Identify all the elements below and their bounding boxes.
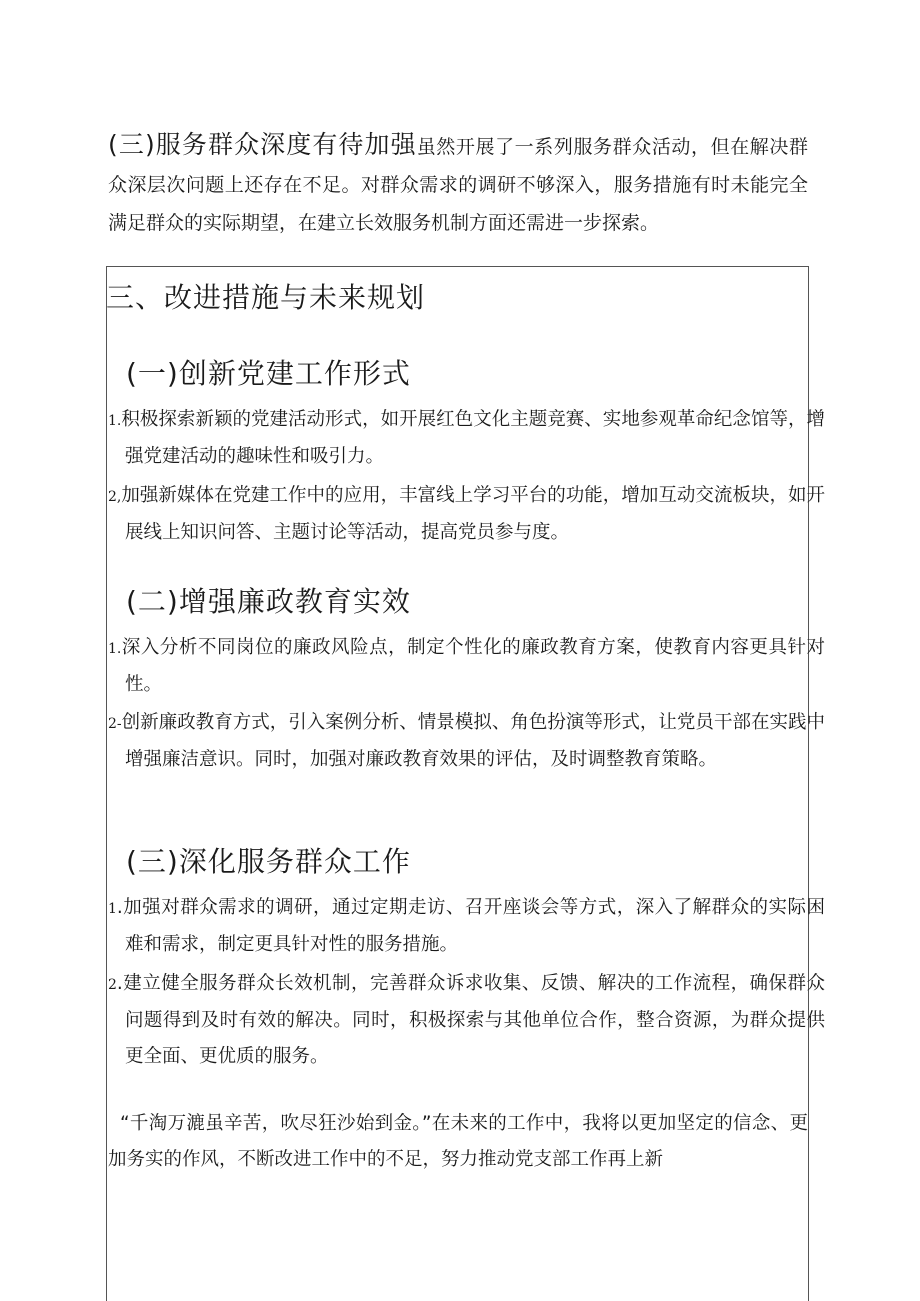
list-item-number: 1.: [108, 641, 122, 657]
list-item: [108, 402, 825, 475]
list-item-text: 积极探索新颖的党建活动形式，如开展红色文化主题竞赛、实地参观革命纪念馆等，增强党建活动的趣味性和吸引力。: [121, 409, 825, 467]
list-item-text: 深入分析不同岗位的廉政风险点，制定个性化的廉政教育方案，使教育内容更具针对性。: [121, 637, 825, 695]
list-item-number: 2-: [108, 716, 122, 732]
list-item-number: 2,: [108, 489, 122, 505]
subsection-title-2: (二)增强廉政教育实效: [126, 585, 411, 618]
list-item-number: 1: [108, 901, 117, 917]
list-item-text: .建立健全服务群众长效机制，完善群众诉求收集、反馈、解决的工作流程，确保群众问题得到及时有效的解决。同时，积极探索与其他单位合作，整合资源，为群众提供更全面、更优质的服务。: [116, 973, 825, 1067]
closing-paragraph: “千淘万漉虽辛苦，吹尽狂沙始到金。”在未来的工作中，我将以更加坚定的信念、更加务实的作风，不断改进工作中的不足，努力推动党支部工作再上新: [108, 1113, 808, 1170]
subsection-title-3: (三)深化服务群众工作: [126, 845, 411, 878]
list-item-number: 1.: [108, 413, 122, 429]
list-item: [108, 478, 825, 551]
intro-text: 虽然开展了一系列服务群众活动，但在解决群众深层次问题上还存在不足。对群众需求的调研不够深入，服务措施有时未能完全满足群众的实际期望，在建立长效服务机制方面还需进一步探索。: [108, 136, 808, 234]
list-item: [108, 630, 825, 703]
list-item-text: .加强对群众需求的调研，通过定期走访、召开座谈会等方式，深入了解群众的实际困难和需求，制定更具针对性的服务措施。: [116, 897, 825, 955]
list-item-text: 加强新媒体在党建工作中的应用，丰富线上学习平台的功能，增加互动交流板块，如开展线上知识问答、主题讨论等活动，提高党员参与度。: [121, 485, 825, 543]
section-title: 三、改进措施与未来规划: [106, 281, 426, 314]
list-item: [108, 705, 825, 778]
intro-heading: (三)服务群众深度有待加强: [108, 130, 417, 159]
intro-paragraph: [108, 126, 808, 242]
subsection-title-1: (一)创新党建工作形式: [126, 357, 411, 390]
list-item-number: 2: [108, 977, 117, 993]
list-item-text: 创新廉政教育方式，引入案例分析、情景模拟、角色扮演等形式，让党员干部在实践中增强廉洁意识。同时，加强对廉政教育效果的评估，及时调整教育策略。: [121, 712, 825, 770]
list-item: [108, 966, 825, 1075]
list-item: [108, 890, 825, 963]
